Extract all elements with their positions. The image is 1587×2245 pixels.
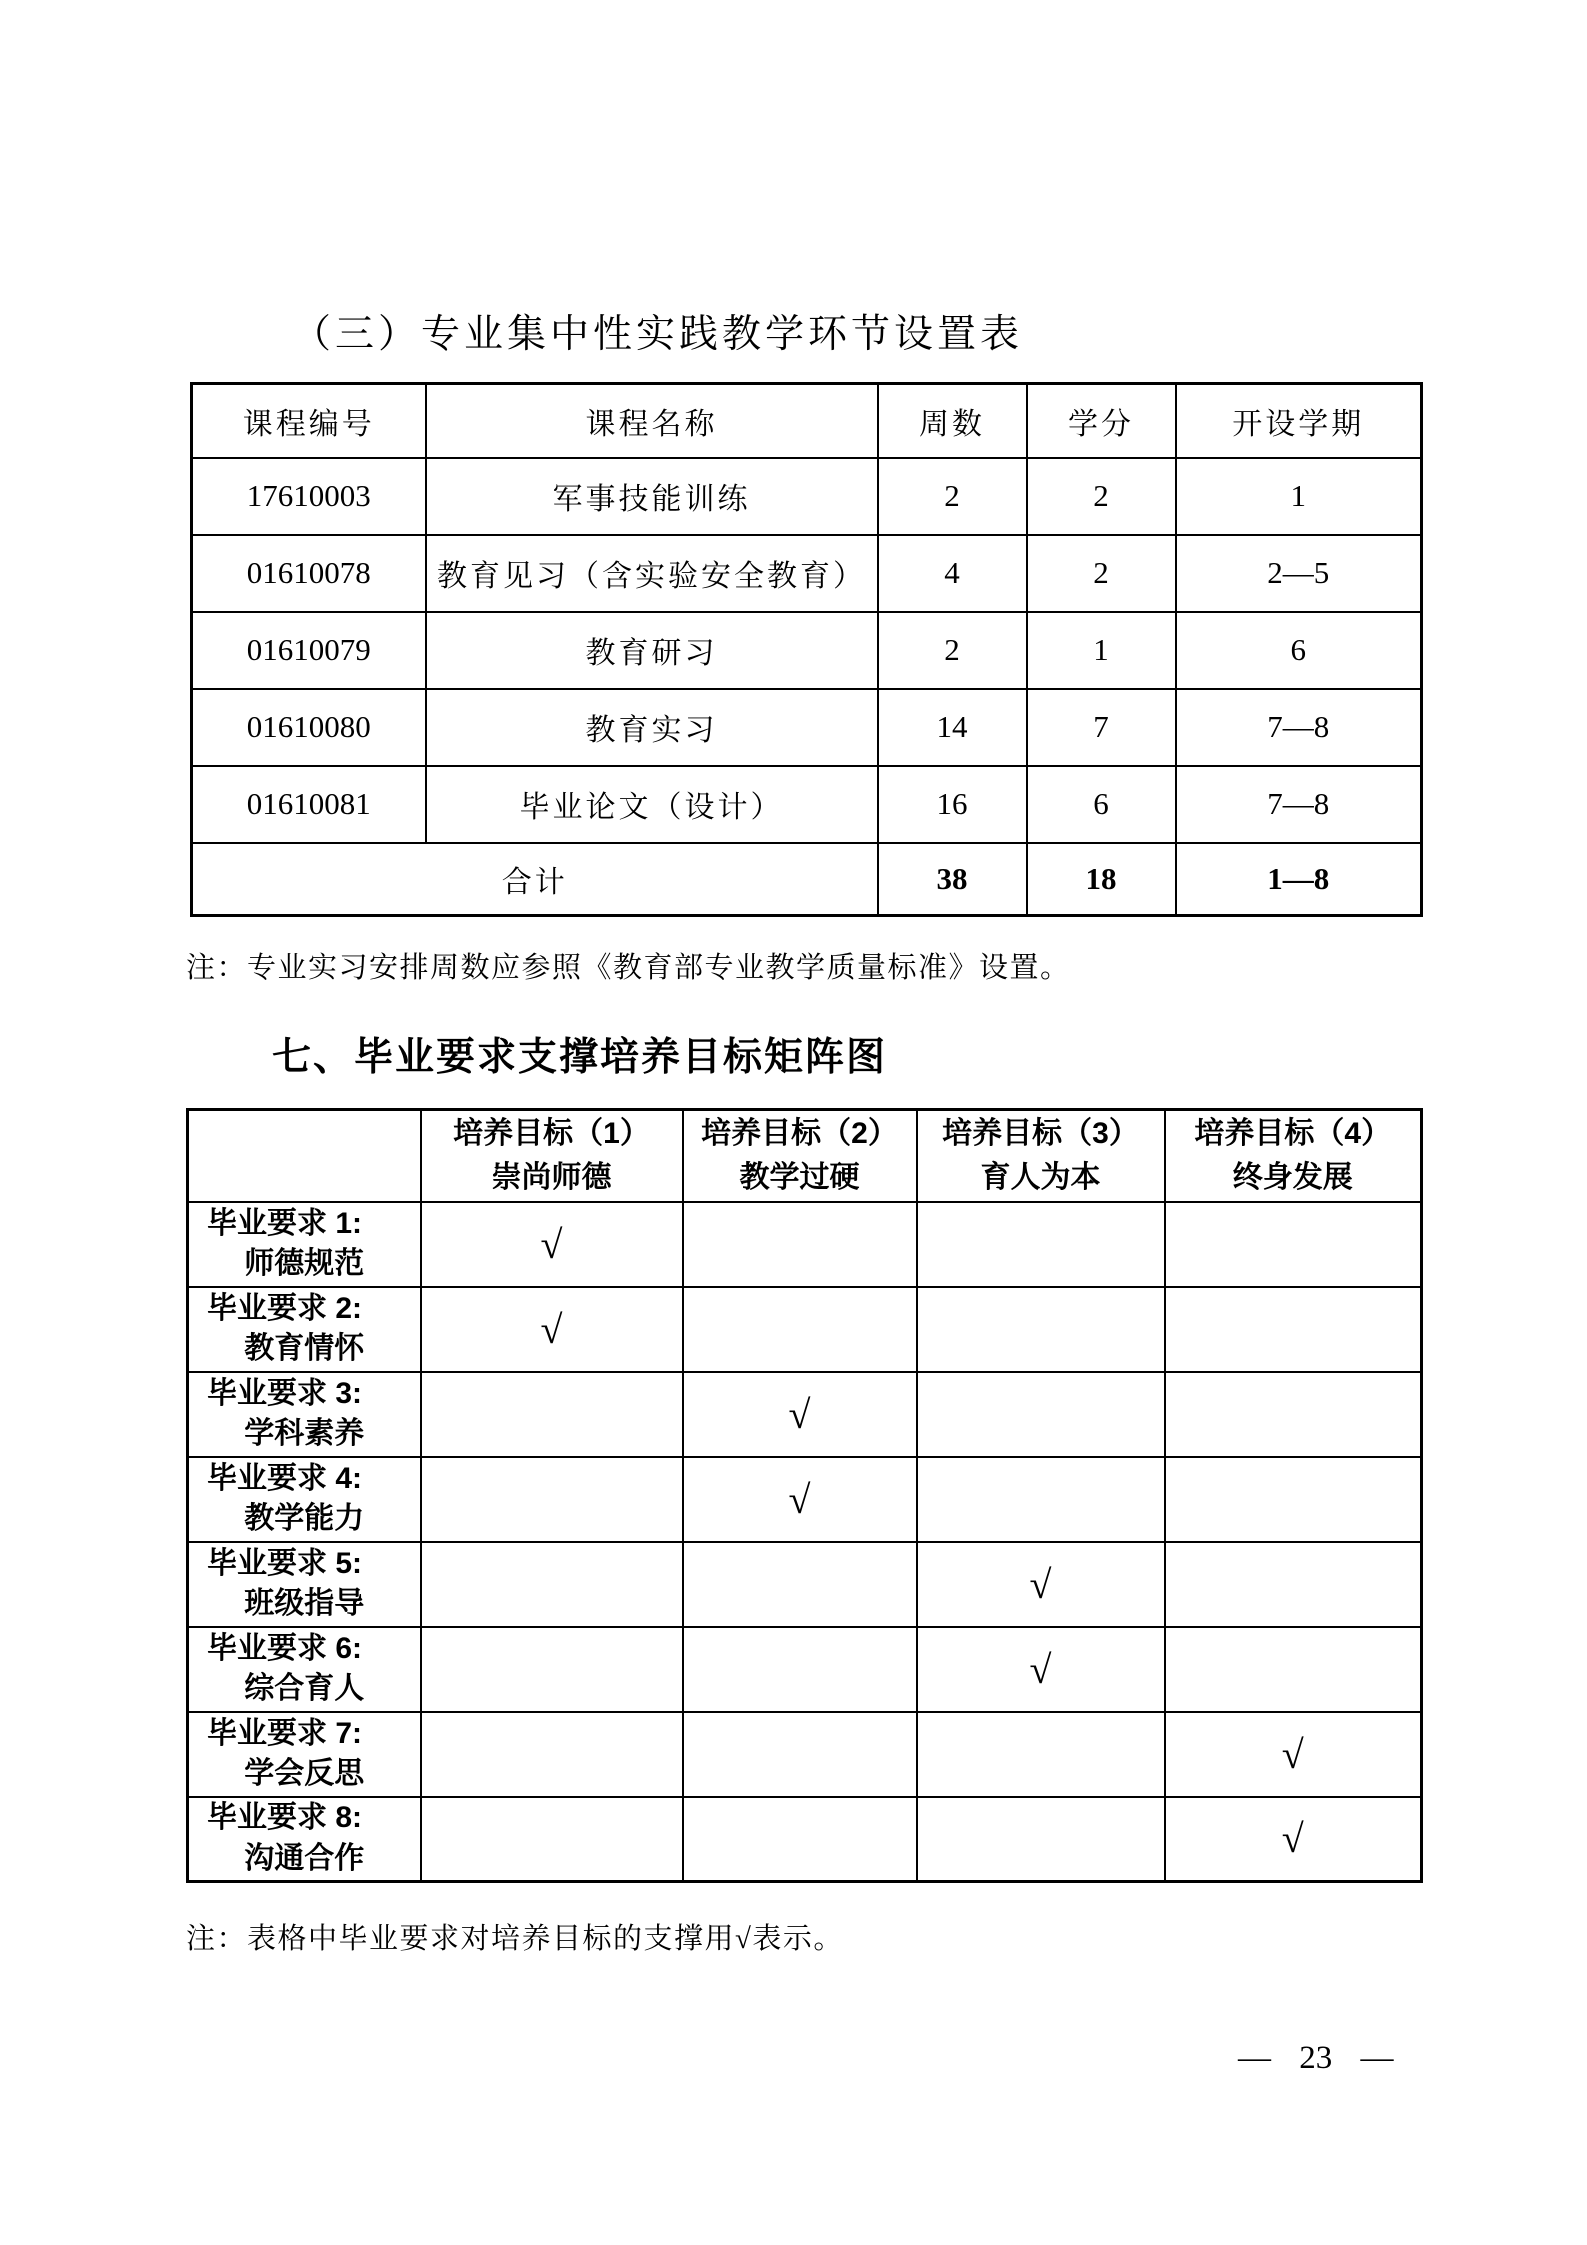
course-name: 教育研习 (426, 612, 878, 689)
table-row (192, 535, 1422, 612)
section7-title: 七、毕业要求支撑培养目标矩阵图 (272, 1036, 888, 1079)
header-weeks: 周数 (878, 384, 1027, 458)
total-semester: 1—8 (1176, 843, 1422, 916)
requirement-name: 沟通合作 (244, 1841, 365, 1875)
table-row (188, 1287, 1422, 1372)
course-credits: 2 (1027, 458, 1176, 535)
table-row (192, 458, 1422, 535)
matrix-col-header (917, 1110, 1165, 1202)
check-cell (917, 1372, 1165, 1457)
check-cell (421, 1372, 683, 1457)
requirement-name: 师德规范 (244, 1247, 365, 1280)
check-cell: √ (421, 1202, 683, 1287)
check-cell (683, 1627, 917, 1712)
check-cell: √ (917, 1542, 1165, 1627)
course-credits: 7 (1027, 689, 1176, 766)
course-credits: 2 (1027, 535, 1176, 612)
requirement-name: 教学能力 (244, 1502, 365, 1535)
requirement-label (188, 1457, 421, 1542)
table-row (188, 1457, 1422, 1542)
check-cell (421, 1797, 683, 1882)
check-cell (683, 1712, 917, 1797)
requirement-name: 综合育人 (244, 1672, 365, 1705)
header-credits: 学分 (1027, 384, 1176, 458)
matrix-col-header (683, 1110, 917, 1202)
check-cell (683, 1202, 917, 1287)
course-credits: 6 (1027, 766, 1176, 843)
check-cell (1165, 1542, 1422, 1627)
practice-table-note: 注：专业实习安排周数应参照《教育部专业教学质量标准》设置。 (186, 952, 1071, 984)
check-cell (683, 1797, 917, 1882)
table-row (192, 612, 1422, 689)
matrix-col-header (421, 1110, 683, 1202)
course-semester: 1 (1176, 458, 1422, 535)
practice-table-header-row (192, 384, 1422, 458)
check-cell: √ (917, 1627, 1165, 1712)
course-semester: 7—8 (1176, 689, 1422, 766)
matrix-table-note: 注：表格中毕业要求对培养目标的支撑用√表示。 (186, 1923, 844, 1955)
objective-title: 培养目标（2） (701, 1117, 898, 1151)
course-weeks: 4 (878, 535, 1027, 612)
check-cell (917, 1712, 1165, 1797)
requirement-name: 学科素养 (244, 1417, 365, 1450)
check-cell (917, 1457, 1165, 1542)
requirement-number: 毕业要求 6: (207, 1631, 363, 1665)
course-code: 01610081 (192, 766, 426, 843)
check-cell (683, 1287, 917, 1372)
check-cell (1165, 1287, 1422, 1372)
objective-title: 培养目标（4） (1194, 1117, 1392, 1151)
table-row (192, 689, 1422, 766)
check-cell (683, 1542, 917, 1627)
check-cell (421, 1712, 683, 1797)
table-row (188, 1797, 1422, 1882)
course-name: 教育见习（含实验安全教育） (426, 535, 878, 612)
check-cell (1165, 1372, 1422, 1457)
course-weeks: 16 (878, 766, 1027, 843)
check-cell: √ (683, 1457, 917, 1542)
requirement-number: 毕业要求 5: (207, 1546, 363, 1580)
course-weeks: 2 (878, 458, 1027, 535)
check-cell (421, 1627, 683, 1712)
requirement-name: 学会反思 (244, 1757, 365, 1790)
header-semester: 开设学期 (1176, 384, 1422, 458)
course-code: 01610079 (192, 612, 426, 689)
objective-subtitle: 育人为本 (980, 1160, 1101, 1194)
matrix-header-row (188, 1110, 1422, 1202)
course-semester: 7—8 (1176, 766, 1422, 843)
table-row (192, 766, 1422, 843)
check-cell (421, 1542, 683, 1627)
requirement-label (188, 1542, 421, 1627)
course-code: 17610003 (192, 458, 426, 535)
header-course-name: 课程名称 (426, 384, 878, 458)
course-semester: 2—5 (1176, 535, 1422, 612)
requirement-number: 毕业要求 8: (207, 1801, 363, 1835)
course-weeks: 2 (878, 612, 1027, 689)
course-credits: 1 (1027, 612, 1176, 689)
check-cell: √ (421, 1287, 683, 1372)
course-code: 01610080 (192, 689, 426, 766)
check-cell (1165, 1627, 1422, 1712)
course-name: 教育实习 (426, 689, 878, 766)
check-cell (917, 1202, 1165, 1287)
matrix-table (186, 1108, 1423, 1883)
requirement-label (188, 1797, 421, 1882)
objective-subtitle: 终身发展 (1232, 1160, 1353, 1194)
check-cell: √ (1165, 1797, 1422, 1882)
requirement-label (188, 1627, 421, 1712)
matrix-col-header (1165, 1110, 1422, 1202)
table-row (188, 1712, 1422, 1797)
requirement-label (188, 1287, 421, 1372)
table-row (188, 1202, 1422, 1287)
header-course-code: 课程编号 (192, 384, 426, 458)
total-label: 合计 (192, 843, 878, 916)
requirement-number: 毕业要求 7: (207, 1716, 363, 1750)
course-code: 01610078 (192, 535, 426, 612)
objective-subtitle: 崇尚师德 (491, 1160, 612, 1194)
requirement-number: 毕业要求 4: (207, 1461, 363, 1495)
requirement-number: 毕业要求 2: (207, 1291, 363, 1325)
course-name: 毕业论文（设计） (426, 766, 878, 843)
check-cell (1165, 1457, 1422, 1542)
check-cell (917, 1797, 1165, 1882)
requirement-number: 毕业要求 1: (207, 1206, 363, 1240)
objective-title: 培养目标（1） (453, 1117, 650, 1151)
objective-title: 培养目标（3） (942, 1117, 1139, 1151)
practice-table (190, 382, 1423, 917)
total-credits: 18 (1027, 843, 1176, 916)
total-weeks: 38 (878, 843, 1027, 916)
requirement-label (188, 1712, 421, 1797)
check-cell (1165, 1202, 1422, 1287)
total-row (192, 843, 1422, 916)
check-cell: √ (683, 1372, 917, 1457)
course-weeks: 14 (878, 689, 1027, 766)
objective-subtitle: 教学过硬 (739, 1160, 860, 1194)
table-row (188, 1627, 1422, 1712)
page-number: — 23 — (1238, 2040, 1394, 2076)
check-cell (917, 1287, 1165, 1372)
course-name: 军事技能训练 (426, 458, 878, 535)
check-cell (421, 1457, 683, 1542)
course-semester: 6 (1176, 612, 1422, 689)
requirement-name: 教育情怀 (244, 1332, 365, 1365)
matrix-corner-cell (188, 1110, 421, 1202)
requirement-name: 班级指导 (244, 1587, 365, 1620)
table-row (188, 1372, 1422, 1457)
table-row (188, 1542, 1422, 1627)
section3-title: （三）专业集中性实践教学环节设置表 (292, 313, 1024, 356)
requirement-label (188, 1372, 421, 1457)
check-cell: √ (1165, 1712, 1422, 1797)
requirement-number: 毕业要求 3: (207, 1376, 363, 1410)
requirement-label (188, 1202, 421, 1287)
